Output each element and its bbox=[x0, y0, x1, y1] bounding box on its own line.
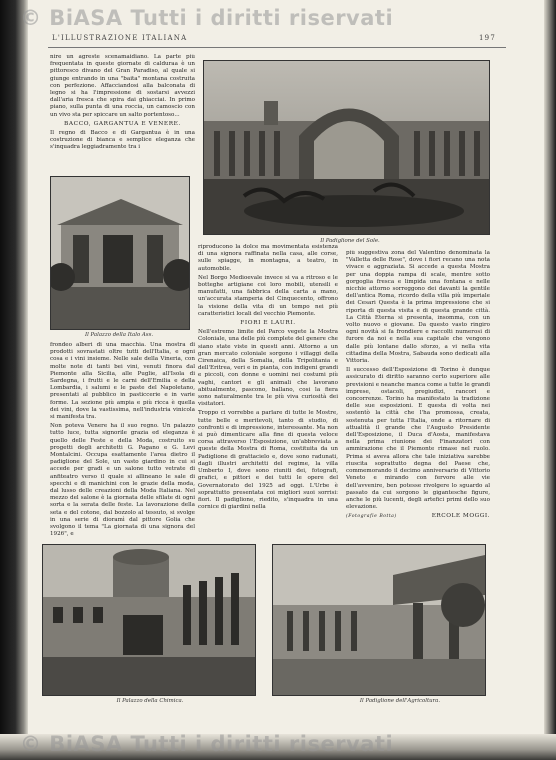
paragraph: frondeo alberi di una macchia. Una mostra di prodotti sovrastati oltre tutti dell'Italia, e ogni cosa e i vini insieme. Nelle sale della Vineria, con molte note di tanti bei vini, venuti finora dal Piemonte alla Sicilia, alle Puglie, all'Isola di Sardegna, i frutti e le carni dell'Emilia e della Lombardia, i salumi e le paste del Napoletano, presentati al pubblico in pasticcerie e in varie forme. La sezione più ampia e più ricca è quella dei vini, dove la vastissima, nell'industria vinicola si manifesta tra. bbox=[50, 342, 195, 421]
photo-palazzo-vini-image bbox=[51, 177, 189, 329]
column-left-bottom bbox=[50, 342, 195, 538]
caption-padiglione-agricoltura: Il Padiglione dell'Agricoltura. bbox=[359, 698, 441, 704]
author-name: ERCOLE MOGGI. bbox=[431, 513, 490, 520]
paragraph: Nel Borgo Medioevale invece si va a ritroso e le botteghe artigiane coi loro mobili, utensili e manufatti, una fabbrica della carta a mano, un'accurata stamperia del Cinquecento, offrono la visione della vita di un tempo nei più caratteristici locali del vecchio Piemonte. bbox=[198, 274, 338, 317]
running-header bbox=[52, 34, 496, 48]
photo-credit: (Fotografie Botta) bbox=[346, 514, 397, 520]
paragraph: nire un agreste scenamaidiano. La parte più frequentata in queste giornate di calduraa è un pittoresco divano del Gran Paradiso, al quale si giunge entrando in una "baita" montana costruita con perfezione. Affacciandosi alla balconata di legno si ha l'impressione di sostarsi avvezzi dall'aria fresca che spira dai ghiacciai. In primo piano, sulla punta di una roccia, un camoscio con un vivo sta per spiccare un salto portentoso... bbox=[50, 54, 195, 118]
paragraph: Non poteva Venere ha il suo regno. Un palazzo tutto luce, tutta signorile grazia ed eleganza è quello delle Feste e della Moda, costruito su progetti degli architetti G. Pagano e G. Levi Montalcini. Occupa esattamente l'area dietro il padiglione del Sole, un vasto giardino in cui si accede per gradi e un salone tutto vetrate di anfiteatro verso il quale si allineano le sale di specchi e di manichini con le grazie della moda, dal lusso delle creazioni della Moda Italiana. Nel mezzo del salone è la giornata delle sfilate di ogni sorta e la serata delle feste. La lavorazione della seta e del cotone, dal bozzolo al tessuto, si svolge in una serie di dioramì dal pittore Golia che svolgono il tema "La giornata di una signora del 1926", e bbox=[50, 423, 195, 538]
book-spine-shadow bbox=[0, 0, 28, 760]
section-subheading: FIORI E LAURI. bbox=[240, 320, 296, 327]
caption-palazzo-chimica: Il Palazzo della Chimica. bbox=[116, 698, 184, 704]
photo-palazzo-chimica bbox=[42, 544, 256, 696]
photo-padiglione-sole-image bbox=[204, 61, 489, 234]
photo-palazzo-vini bbox=[50, 176, 190, 330]
page-edge-shadow bbox=[544, 0, 556, 760]
photo-padiglione-agricoltura bbox=[272, 544, 486, 696]
photo-palazzo-chimica-image bbox=[43, 545, 255, 695]
caption-palazzo-vini: Il Palazzo della Italo Ass. bbox=[84, 332, 154, 338]
column-left-top bbox=[50, 54, 195, 172]
page-number: 197 bbox=[479, 34, 496, 42]
column-middle bbox=[198, 244, 338, 538]
paragraph: più suggestiva zona del Valentino denominata la "Valletta delle Rose", dove i fiori recano una nota vivace e aggraziata. Si accede a questa Mostra per una doppia rampa di scale, mentre sotto gorgoglia fresca e limpida una fontana e nelle nicchie attorno sorreggono dei davanti la gentile dell'antica Roma, ricordo della villa più imperiale dei Cesari Questa è la prima impressione che si riporta di questa visita e di questa grande città. La Città Eterna si presenta, insomma, con un volto nuovo e giovane. Da questo vasto ringiro ogni novità si fa frondiere e raccolti numerosi di furore da noi e nella sua capitale che vengono dalle più lontane dallo sforzo, a vi nella vita cittadina della Mostra, Sabauda sono dedicati alla Vittoria. bbox=[346, 250, 490, 365]
section-subheading: BACCO, GARGANTUA E VENERE. bbox=[64, 120, 181, 127]
watermark-top: © BiASA Tutti i diritti riservati bbox=[20, 6, 394, 30]
caption-padiglione-sole: Il Padiglione del Sole. bbox=[320, 238, 380, 244]
watermark-bottom: © BiASA Tutti i diritti riservati bbox=[20, 732, 394, 756]
header-rule bbox=[48, 47, 506, 48]
paragraph: Troppo ci vorrebbe a parlare di tutte le Mostre, tutte belle e meritevoli, tanto di studio, di confronti e di impressione, interessante. Ma non si può dimenticare alla fine di questa veloce corsa attraverso l'Esposizione, un'abbreviata a queste della Mostra di Roma, costituita da un Padiglione di grattacielo e, dove sono radunati, dagli illustri architetti del regime, la villa Umberto I, dove sono riuniti dei, fotografi, grafici, e pittori e dei tutti le opere del Governatorato del 1925 ad oggi. L'Urbe è soprattutto presentata coi migliori suoi sorrisi: fiori. Il padiglione, riedito, s'inquadra in una cornice di giardini nella bbox=[198, 410, 338, 511]
paragraph: riproducono la dolce ma movimentata esistenza di una signora raffinata nella casa, alle corse, sulle spiagge, in montagna, a teatro, in automobile. bbox=[198, 244, 338, 272]
header-title: L'ILLUSTRAZIONE ITALIANA bbox=[52, 34, 188, 42]
photo-padiglione-agricoltura-image bbox=[273, 545, 485, 695]
photo-padiglione-sole bbox=[203, 60, 490, 235]
paragraph: Il successo dell'Esposizione di Torino è dunque assicurato di diritto saranno certo superiore alle previsioni e neanche manca come a tutte le grandi imprese, ostacoli, pregiudizi, rancori e concorrenze. Torino ha manifestato la tradizione delle sue esposizioni. E questa di volta nei sostentò la città che l'ha promossa, creata, sostenuta per tutta l'Italia, onde a ritornare di attualità il grande che l'Augusto Presidente dell'Esposizione, il Duca d'Aosta, manifestava nella prima riunione dei Finanzatori con ammirazione che il Piemonte rimase nel ruolo. Prima si aveva allora che tale iniziativa sarebbe riuscita soprattutto degna del Paese che, commemorando il decimo anniversario di Vittorio Veneto e mirando con fervore alle vie dell'avvenire, ben potesse rivolgere lo sguardo al passato da cui sorgono le gigantesche figure, anche le più lucenti, degli artefici primi dello suo elevazione. bbox=[346, 367, 490, 511]
column-right bbox=[346, 250, 490, 540]
paragraph: Il regno di Bacco e di Gargantua è in una costruzione di bianca e semplice eleganza che s'inquadra leggiadramente tra i bbox=[50, 130, 195, 151]
paragraph: Nell'estremo limite del Parco vegete la Mostra Coloniale, una delle più complete del genere che siano state viste in questi anni. Attorno a un gran mercato coloniale sorgono i villaggi della Cirenaica, della Somalia, della Tripolitania e dell'Eritrea, veri e in pianta, con indigeni grandi e piccoli, con donne e uomini nei costumi più vaghi, cantori e gli animali che lavorano abitualmente, pascono, ballano, cosi la fiera sono naturalmente tra le più viva curiosità dei visitatori. bbox=[198, 329, 338, 408]
author-signature bbox=[346, 513, 490, 520]
